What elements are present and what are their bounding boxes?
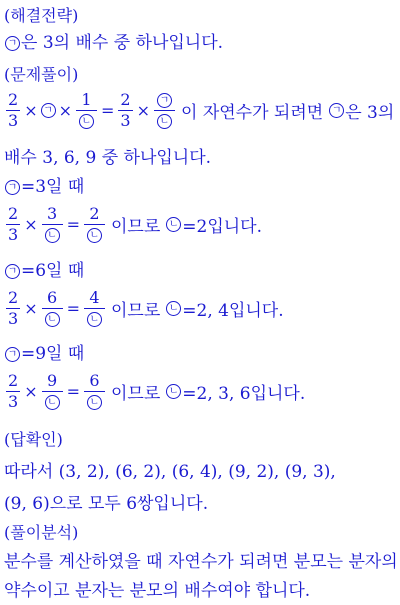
fraction-numerator: 4 <box>89 288 100 307</box>
fraction-denominator: 3 <box>8 111 19 130</box>
fraction-nine-over-nieun <box>42 373 63 410</box>
circled-nieun-symbol: ㄴ <box>87 228 102 243</box>
equals-operator: = <box>101 101 115 120</box>
fraction-numerator: 2 <box>8 90 19 109</box>
fraction-two-thirds <box>118 92 132 129</box>
fraction-numerator: 2 <box>89 204 100 223</box>
fraction-denominator <box>154 110 175 129</box>
fraction-numerator <box>154 92 175 110</box>
equation-tail-text: 은 3의 <box>345 103 395 123</box>
case-label-6 <box>4 261 84 281</box>
circled-nieun-symbol: ㄴ <box>87 395 102 410</box>
fraction-denominator <box>42 224 63 243</box>
circled-nieun-symbol: ㄴ <box>79 114 94 129</box>
fraction-denominator: 3 <box>8 392 19 411</box>
case-result-text: =2입니다. <box>182 217 263 237</box>
circled-giyeok-symbol: ㄱ <box>5 264 20 279</box>
equation-text: 이 자연수가 되려면 <box>181 103 324 123</box>
circled-nieun-symbol: ㄴ <box>157 114 172 129</box>
case-text: 이므로 <box>111 217 161 237</box>
circled-nieun-symbol: ㄴ <box>166 301 181 316</box>
fraction-denominator <box>42 391 63 410</box>
case-label-text: =3일 때 <box>21 177 85 197</box>
equation-row-case-3 <box>4 206 262 243</box>
fraction-denominator: 3 <box>120 111 131 130</box>
equals-operator: = <box>66 215 80 234</box>
circled-giyeok-symbol: ㄱ <box>5 347 20 362</box>
circled-giyeok-symbol: ㄱ <box>5 180 20 195</box>
section-heading-check: (답확인) <box>4 430 63 449</box>
section-heading-solution: (문제풀이) <box>4 65 79 84</box>
circled-giyeok-symbol: ㄱ <box>41 103 56 118</box>
fraction-two-thirds <box>6 373 20 410</box>
fraction-numerator: 3 <box>47 204 58 223</box>
fraction-four-over-nieun <box>84 290 105 327</box>
fraction-numerator: 2 <box>8 371 19 390</box>
fraction-numerator: 2 <box>8 288 19 307</box>
times-operator: × <box>24 215 38 234</box>
fraction-three-over-nieun <box>42 206 63 243</box>
times-operator: × <box>136 101 150 120</box>
fraction-denominator: 3 <box>8 309 19 328</box>
fraction-two-thirds <box>6 92 20 129</box>
case-label-text: =6일 때 <box>21 261 85 281</box>
times-operator: × <box>58 101 72 120</box>
fraction-numerator: 6 <box>47 288 58 307</box>
case-label-text: =9일 때 <box>21 344 85 364</box>
case-result-text: =2, 4입니다. <box>182 301 284 321</box>
case-result-text: =2, 3, 6입니다. <box>182 384 306 404</box>
circled-giyeok-symbol: ㄱ <box>5 36 20 51</box>
times-operator: × <box>24 299 38 318</box>
check-line-2: (9, 6)으로 모두 6쌍입니다. <box>4 494 209 514</box>
fraction-denominator <box>42 308 63 327</box>
circled-giyeok-symbol: ㄱ <box>329 103 344 118</box>
equals-operator: = <box>66 299 80 318</box>
section-heading-strategy: (해결전략) <box>4 6 79 25</box>
fraction-denominator <box>76 110 97 129</box>
fraction-denominator <box>84 391 105 410</box>
fraction-two-thirds <box>6 206 20 243</box>
check-line-1: 따라서 (3, 2), (6, 2), (6, 4), (9, 2), (9, 3), <box>4 462 336 482</box>
circled-nieun-symbol: ㄴ <box>45 228 60 243</box>
solution-line-2: 배수 3, 6, 9 중 하나입니다. <box>4 148 212 168</box>
equation-row-main <box>4 92 394 129</box>
fraction-six-over-nieun <box>42 290 63 327</box>
fraction-denominator <box>84 308 105 327</box>
case-text: 이므로 <box>111 301 161 321</box>
circled-nieun-symbol: ㄴ <box>45 312 60 327</box>
fraction-denominator <box>84 224 105 243</box>
analysis-line-1: 분수를 계산하였을 때 자연수가 되려면 분모는 분자의 <box>4 552 398 572</box>
circled-nieun-symbol: ㄴ <box>87 312 102 327</box>
equation-row-case-9 <box>4 373 305 410</box>
strategy-line <box>4 33 223 53</box>
fraction-six-over-nieun <box>84 373 105 410</box>
fraction-one-over-nieun <box>76 92 97 129</box>
equals-operator: = <box>66 382 80 401</box>
circled-nieun-symbol: ㄴ <box>166 217 181 232</box>
times-operator: × <box>24 382 38 401</box>
fraction-two-thirds <box>6 290 20 327</box>
circled-giyeok-symbol: ㄱ <box>157 93 172 108</box>
case-label-9 <box>4 344 84 364</box>
times-operator: × <box>24 101 38 120</box>
fraction-denominator: 3 <box>8 225 19 244</box>
fraction-giyeok-over-nieun <box>154 92 175 129</box>
fraction-two-over-nieun <box>84 206 105 243</box>
strategy-text: 은 3의 배수 중 하나입니다. <box>21 33 224 53</box>
equation-row-case-6 <box>4 290 284 327</box>
case-text: 이므로 <box>111 384 161 404</box>
case-label-3 <box>4 177 84 197</box>
fraction-numerator: 2 <box>8 204 19 223</box>
fraction-numerator: 2 <box>120 90 131 109</box>
fraction-numerator: 1 <box>81 90 92 109</box>
fraction-numerator: 9 <box>47 371 58 390</box>
section-heading-analysis: (풀이분석) <box>4 523 79 542</box>
circled-nieun-symbol: ㄴ <box>45 395 60 410</box>
analysis-line-2: 약수이고 분자는 분모의 배수여야 합니다. <box>4 581 311 601</box>
fraction-numerator: 6 <box>89 371 100 390</box>
circled-nieun-symbol: ㄴ <box>166 384 181 399</box>
